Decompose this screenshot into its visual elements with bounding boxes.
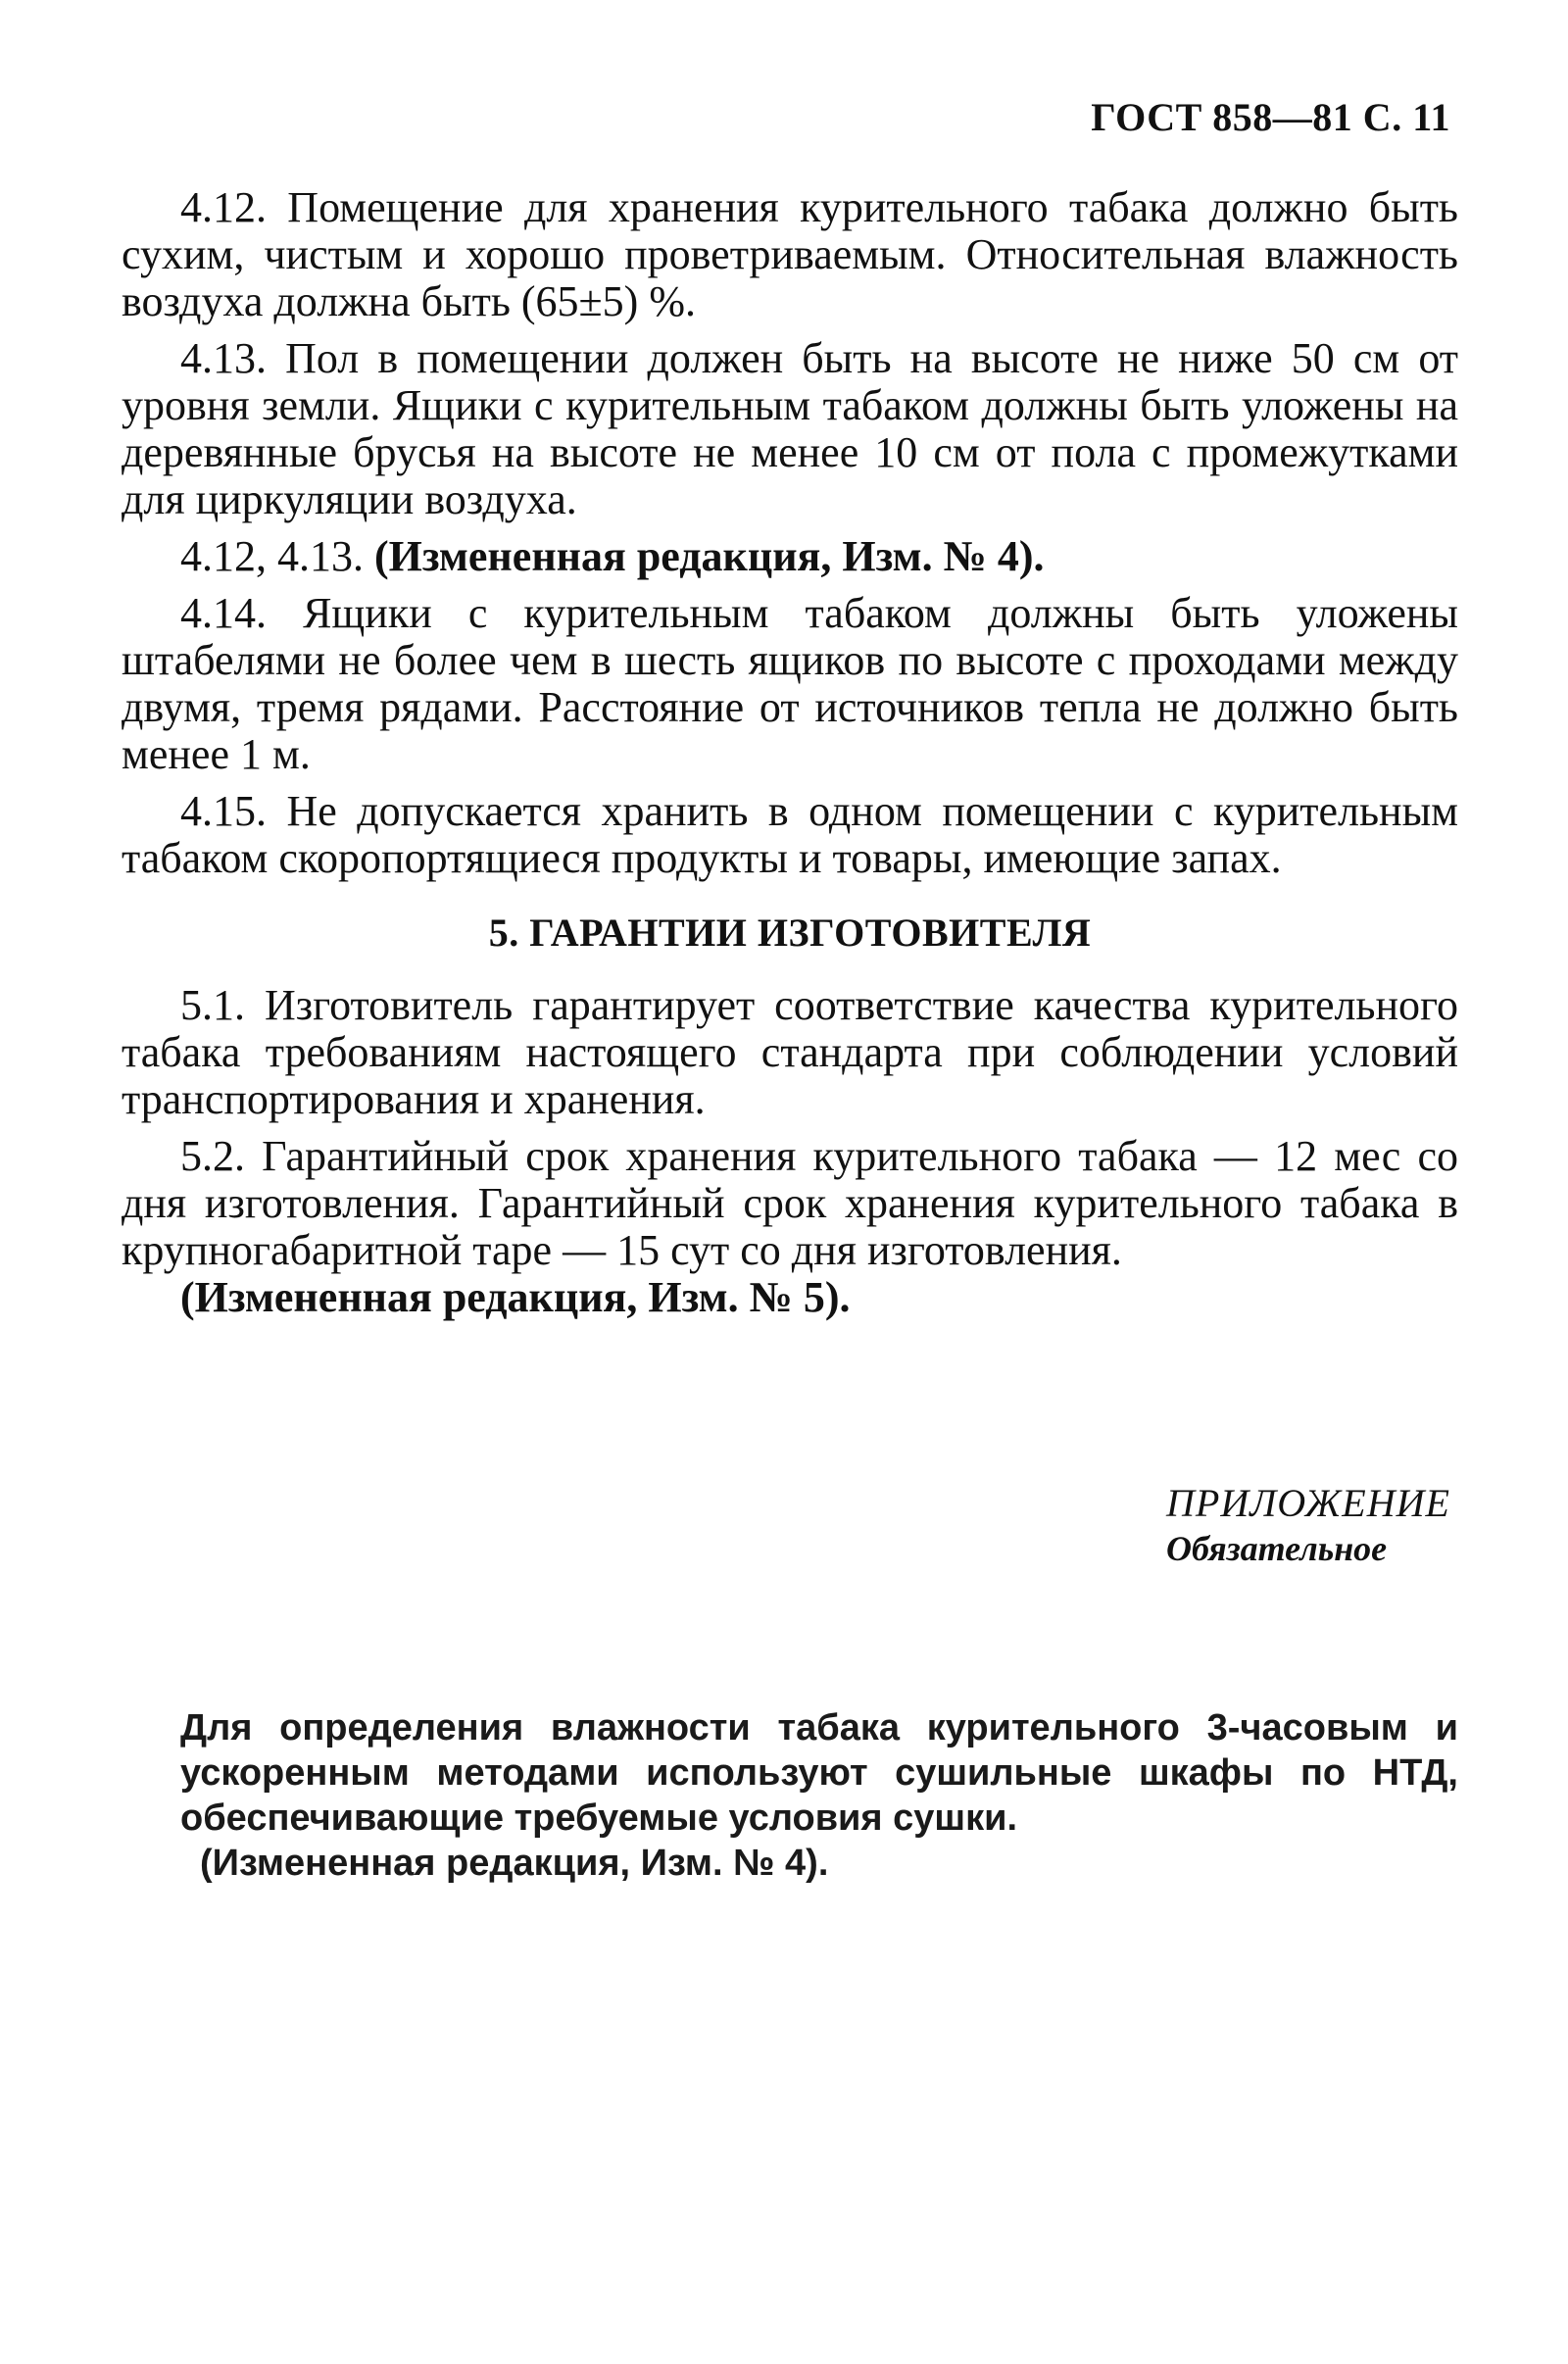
appendix-heading: [1166, 1480, 1490, 1569]
edit-note-section-5: (Измененная редакция, Изм. № 5).: [180, 1273, 851, 1321]
appendix-body: [180, 1705, 1458, 1886]
paragraph-4-14: 4.14. Ящики с курительным табаком должны быть уложены штабелями не более чем в шесть ящиков по высоте с проходами между двумя, тремя рядами. Расстояние от источников тепла не должно быть менее 1 м.: [122, 589, 1458, 778]
page-header: ГОСТ 858—81 С. 11: [1091, 95, 1450, 139]
paragraph-5-1: 5.1. Изготовитель гарантирует соответствие качества курительного табака требованиям настоящего стандарта при соблюдении условий транспортирования и хранения.: [122, 981, 1458, 1123]
appendix-edit-note: (Измененная редакция, Изм. № 4).: [200, 1843, 829, 1884]
edit-note-text: (Измененная редакция, Изм. № 4).: [374, 532, 1045, 580]
appendix-subtitle: Обязательное: [1166, 1529, 1388, 1568]
section-5-title: 5. ГАРАНТИИ ИЗГОТОВИТЕЛЯ: [488, 911, 1092, 955]
paragraph-5-2: 5.2. Гарантийный срок хранения курительного табака — 12 мес со дня изготовления. Гарантийный срок хранения курительного табака в крупногабаритной таре — 15 сут со дня изготовления.: [122, 1132, 1458, 1274]
paragraph-4-13: 4.13. Пол в помещении должен быть на высоте не ниже 50 см от уровня земли. Ящики с курительным табаком должны быть уложены на деревянные брусья на высоте не менее 10 см от пола с промежутками для циркуляции воздуха.: [122, 334, 1458, 523]
appendix-title: ПРИЛОЖЕНИЕ: [1166, 1481, 1450, 1525]
main-text: [122, 184, 1458, 1321]
edit-note-ref: 4.12, 4.13.: [180, 532, 364, 580]
edit-note-4-12-4-13: [122, 533, 1458, 580]
paragraph-4-12: 4.12. Помещение для хранения курительного табака должно быть сухим, чистым и хорошо проветриваемым. Относительная влажность воздуха должна быть (65±5) %.: [122, 183, 1458, 325]
paragraph-4-15: 4.15. Не допускается хранить в одном помещении с курительным табаком скоропортящиеся продукты и товары, имеющие запах.: [122, 787, 1458, 882]
appendix-paragraph: Для определения влажности табака курительного 3-часовым и ускоренным методами используют сушильные шкафы по НТД, обеспечивающие требуемые условия сушки.: [180, 1707, 1458, 1839]
